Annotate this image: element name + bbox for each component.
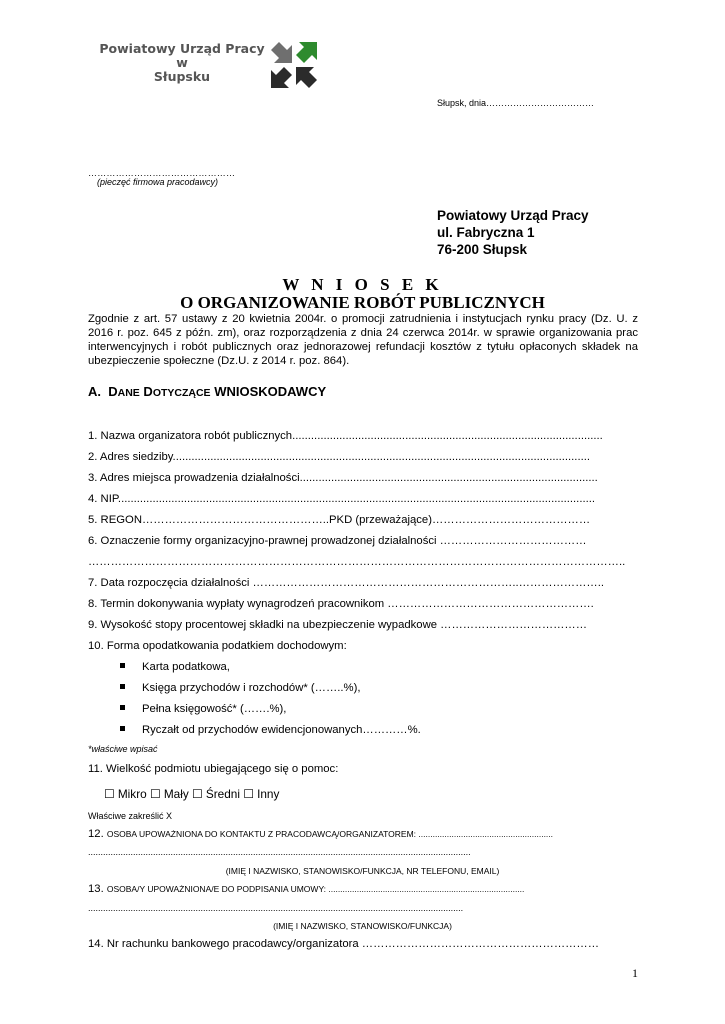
q12-dots: ......................................................... (416, 829, 554, 839)
size-checkboxes[interactable]: ☐ Mikro ☐ Mały ☐ Średni ☐ Inny (104, 787, 280, 801)
field-contact-person-line2[interactable]: ......................................................................................................................................................... (88, 847, 471, 857)
logo-line-1: Powiatowy Urząd Pracy (99, 41, 265, 56)
field-start-date[interactable]: 7. Data rozpoczęcia działalności ……………………………………………………………..………………….. (88, 577, 604, 589)
page-number: 1 (632, 966, 638, 980)
bullet-icon (120, 663, 125, 668)
stamp-label: (pieczęć firmowa pracodawcy) (97, 177, 219, 187)
section-word-3: WNIOSKODAWCY (214, 384, 327, 399)
field-bank-account[interactable]: 14. Nr rachunku bankowego pracodawcy/organizatora ……………………………………………………… (88, 938, 600, 950)
field-seat-address[interactable]: 2. Adres siedziby..................................................................................................................................... (88, 451, 591, 463)
tax-note: *właściwe wpisać (88, 744, 158, 754)
field-legal-form[interactable]: 6. Oznaczenie formy organizacyjno-prawnej prowadzonej działalności ………………………………… (88, 535, 587, 547)
tax-option-label: Karta podatkowa, (142, 661, 230, 673)
size-question: 11. Wielkość podmiotu ubiegającego się o pomoc: (88, 763, 339, 775)
q13-number: 13. (88, 883, 104, 895)
field-regon-pkd[interactable]: 5. REGON…………………………………………..PKD (przeważające)…………………………………… (88, 514, 591, 526)
document-subtitle: O ORGANIZOWANIE ROBÓT PUBLICZNYCH (180, 293, 545, 312)
bullet-icon (120, 705, 125, 710)
q13-label: (IMIĘ I NAZWISKO, STANOWISKO/FUNKCJA) (273, 921, 452, 931)
bullet-icon (120, 726, 125, 731)
q12-text: OSOBA UPOWAŻNIONA DO KONTAKTU Z PRACODAWCĄ/ORGANIZATOREM: (106, 829, 417, 839)
stamp-dots: ………………………………………… (88, 168, 236, 178)
logo-text (94, 42, 270, 84)
city-date-field: Słupsk, dnia……………………………… (437, 98, 595, 108)
section-a-heading (88, 384, 326, 399)
tax-option-pelna[interactable] (120, 703, 286, 715)
document-title: W N I O S E K (282, 275, 443, 294)
recipient-line-3: 76-200 Słupsk (437, 242, 528, 257)
logo-line-2: w (176, 55, 188, 70)
field-accident-rate[interactable]: 9. Wysokość stopy procentowej składki na ubezpieczenie wypadkowe ………………………………… (88, 619, 588, 631)
field-tax-form-heading: 10. Forma opodatkowania podatkiem dochodowym: (88, 640, 347, 652)
tax-option-label: Ryczałt od przychodów ewidencjonowanych…………%. (142, 724, 421, 736)
q12-label: (IMIĘ I NAZWISKO, STANOWISKO/FUNKCJA, NR TELEFONU, EMAIL) (225, 866, 500, 876)
field-organizer-name[interactable]: 1. Nazwa organizatora robót publicznych................................................................................................... (88, 430, 603, 442)
section-word-1-cap: D (108, 384, 118, 399)
field-payroll-date[interactable]: 8. Termin dokonywania wypłaty wynagrodzeń pracownikom ………………………………………………. (88, 598, 594, 610)
legal-basis-paragraph: Zgodnie z art. 57 ustawy z 20 kwietnia 2004r. o promocji zatrudnienia i instytucjach rynku pracy (Dz. U. z 2016 r. poz. 645 z późn. zm), oraz rozporządzenia z dnia 24 czerwca 2014r. w sprawie organizowania prac interwencyjnych i robót publicznych oraz jednorazowej refundacji kosztów z tytułu opłaconych składek na ubezpieczenie społeczne (Dz.U. z 2014 r. poz. 864). (88, 313, 638, 367)
tax-option-ryczalt[interactable] (120, 724, 421, 736)
q12-number: 12. (88, 828, 104, 840)
recipient-line-2: ul. Fabryczna 1 (437, 225, 535, 240)
section-word-2-rest: OTYCZĄCE (152, 387, 211, 399)
logo-arrows-icon (270, 41, 318, 89)
field-legal-form-continued[interactable]: …………………………………………………………………………………………………………………………….. (88, 556, 626, 568)
recipient-line-1: Powiatowy Urząd Pracy (437, 208, 589, 223)
field-nip[interactable]: 4. NIP........................................................................................................................................................ (88, 493, 596, 505)
field-contact-person[interactable] (88, 828, 638, 843)
field-business-address[interactable]: 3. Adres miejsca prowadzenia działalności............................................................................................... (88, 472, 598, 484)
size-note: Właściwe zakreślić X (88, 811, 173, 821)
tax-option-label: Księga przychodów i rozchodów* (……..%), (142, 682, 361, 694)
field-signatory-line2[interactable]: ...................................................................................................................................................... (88, 903, 464, 913)
section-word-1-rest: ANE (117, 387, 140, 399)
q13-dots: ................................................................................... (326, 884, 525, 894)
bullet-icon (120, 684, 125, 689)
recipient-address (437, 207, 697, 258)
tax-option-label: Pełna księgowość* (…….%), (142, 703, 287, 715)
tax-option-karta[interactable] (120, 661, 230, 673)
tax-option-ksiega[interactable] (120, 682, 361, 694)
field-signatory[interactable] (88, 883, 638, 898)
logo-line-3: Słupsku (153, 69, 211, 84)
q13-text: OSOBA/Y UPOWAŻNIONA/E DO PODPISANIA UMOWY: (106, 884, 327, 894)
section-prefix: A. (88, 384, 101, 399)
section-word-2-cap: D (143, 384, 153, 399)
